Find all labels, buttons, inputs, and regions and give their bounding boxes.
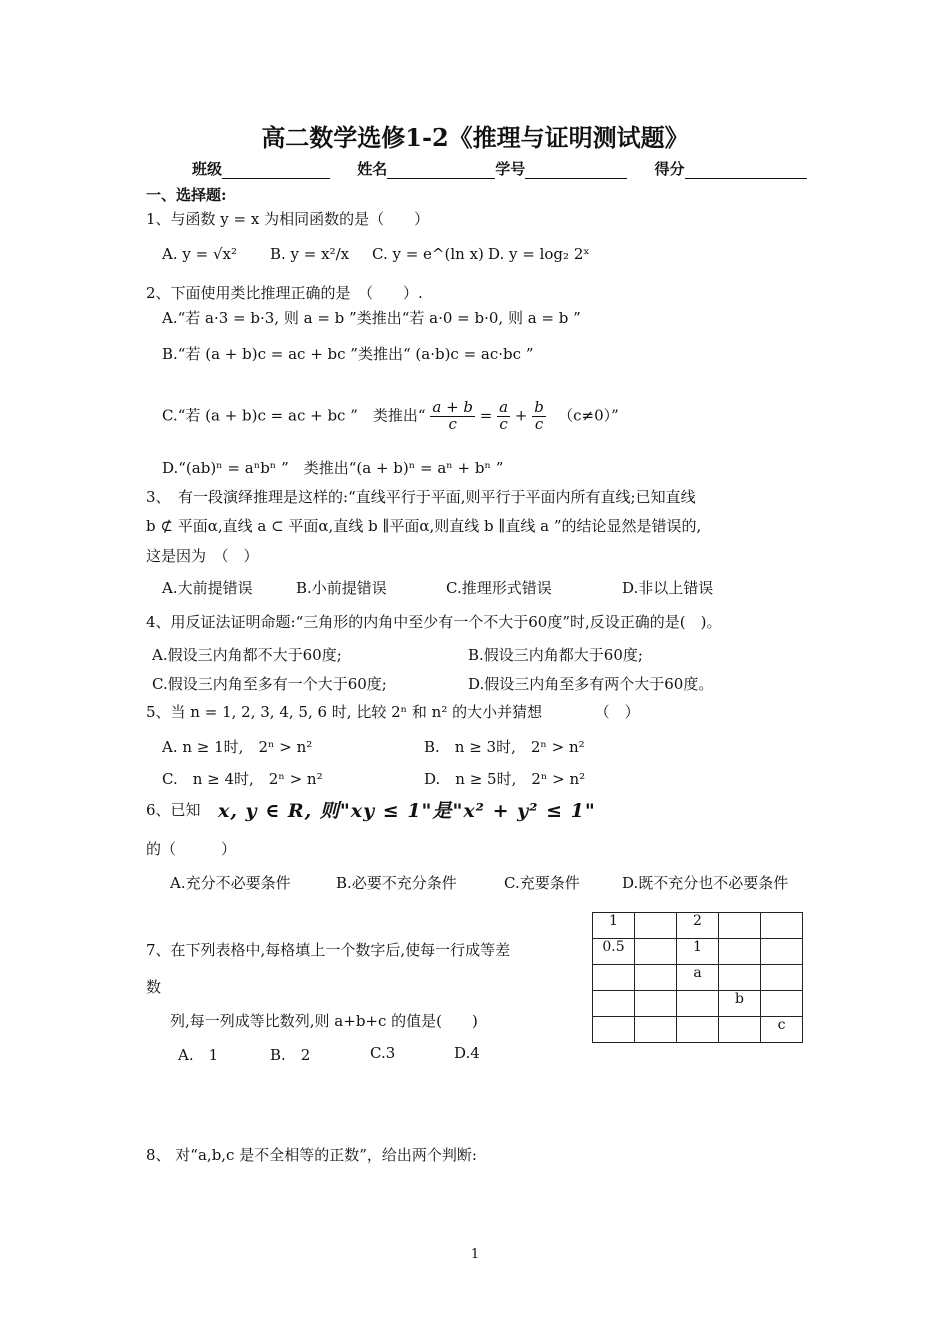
q4-option-a: A.假设三内角都不大于60度; — [152, 646, 342, 664]
q6-option-d: D.既不充分也不必要条件 — [622, 874, 789, 892]
grid-cell — [593, 1017, 635, 1043]
q6-option-b: B.必要不充分条件 — [336, 874, 457, 892]
grid-cell — [593, 991, 635, 1017]
q5-stem: 5、当 n = 1, 2, 3, 4, 5, 6 时, 比较 2ⁿ 和 n² 的大小并猜想 （ ） — [146, 703, 640, 721]
q1-option-a: A. y = √x² — [162, 245, 237, 263]
q2-fraction-b — [532, 400, 546, 433]
q2-option-c-suffix: （c≠0）” — [550, 406, 619, 425]
grid-cell: 1 — [677, 939, 719, 965]
grid-cell — [635, 939, 677, 965]
q2-option-c-prefix: C.“若 (a + b)c = ac + bc ” 类推出“ — [162, 406, 426, 425]
q2-frac-a-den: c — [499, 414, 508, 433]
table-row — [593, 965, 803, 991]
grid-cell — [761, 939, 803, 965]
q5-option-a: A. n ≥ 1时, 2ⁿ > n² — [162, 738, 313, 756]
grid-cell: b — [719, 991, 761, 1017]
q1-option-b: B. y = x²/x — [270, 245, 350, 263]
q3-option-b: B.小前提错误 — [296, 579, 387, 597]
q6-option-a: A.充分不必要条件 — [170, 874, 291, 892]
grid-cell — [635, 991, 677, 1017]
q1-stem: 1、与函数 y = x 为相同函数的是（ ） — [146, 210, 430, 228]
q5-option-b: B. n ≥ 3时, 2ⁿ > n² — [424, 738, 585, 756]
grid-cell — [761, 991, 803, 1017]
q2-fraction-sum — [430, 400, 475, 433]
table-row — [593, 1017, 803, 1043]
q7-option-d: D.4 — [454, 1044, 480, 1062]
grid-cell — [635, 965, 677, 991]
q5-option-d: D. n ≥ 5时, 2ⁿ > n² — [424, 770, 586, 788]
q7-number-grid — [592, 912, 803, 1043]
q4-option-b: B.假设三内角都大于60度; — [468, 646, 643, 664]
grid-cell — [761, 965, 803, 991]
q2-option-b: B.“若 (a + b)c = ac + bc ”类推出“ (a·b)c = ac·bc ” — [162, 345, 534, 363]
grid-cell — [719, 1017, 761, 1043]
q2-frac-a-num: a — [499, 398, 509, 416]
q5-option-c: C. n ≥ 4时, 2ⁿ > n² — [162, 770, 323, 788]
class-blank[interactable] — [222, 164, 330, 179]
q3-line3: 这是因为 （ ） — [146, 547, 259, 565]
q6-tail: 的（ ） — [146, 840, 237, 858]
q2-equals: = — [479, 406, 493, 425]
grid-cell: 0.5 — [593, 939, 635, 965]
name-label: 姓名 — [357, 160, 388, 178]
grid-cell — [719, 913, 761, 939]
q7-line3: 列,每一列成等比数列,则 a+b+c 的值是( ) — [170, 1012, 478, 1030]
q7-option-a: A. 1 — [178, 1046, 219, 1064]
grid-cell — [635, 913, 677, 939]
grid-cell: 2 — [677, 913, 719, 939]
class-label: 班级 — [192, 160, 223, 178]
grid-cell — [761, 913, 803, 939]
q2-frac-denominator: c — [448, 414, 457, 433]
q2-fraction-a — [497, 400, 510, 433]
name-blank[interactable] — [387, 164, 495, 179]
q2-option-d: D.“(ab)ⁿ = aⁿbⁿ ” 类推出“(a + b)ⁿ = aⁿ + bⁿ ” — [162, 459, 504, 477]
q2-plus: + — [514, 406, 528, 425]
grid-cell — [635, 1017, 677, 1043]
q2-stem: 2、下面使用类比推理正确的是 （ ）. — [146, 284, 423, 302]
q2-option-c — [162, 400, 619, 433]
grid-cell — [593, 965, 635, 991]
q1-option-d: D. y = log₂ 2ˣ — [488, 245, 590, 263]
score-blank[interactable] — [685, 164, 807, 179]
q7-option-c: C.3 — [370, 1044, 396, 1062]
page-title: 高二数学选修1-2《推理与证明测试题》 — [261, 123, 689, 152]
grid-cell: 1 — [593, 913, 635, 939]
q3-line1: 3、 有一段演绎推理是这样的:“直线平行于平面,则平行于平面内所有直线;已知直线 — [146, 488, 696, 506]
q7-line1: 7、在下列表格中,每格填上一个数字后,使每一行成等差 — [146, 941, 511, 959]
q3-option-a: A.大前提错误 — [162, 579, 253, 597]
q2-frac-numerator: a + b — [432, 398, 474, 416]
q4-option-d: D.假设三内角至多有两个大于60度。 — [468, 675, 714, 693]
q6-formula: x, y ∈ R, 则"xy ≤ 1"是"x² + y² ≤ 1" — [218, 800, 596, 822]
q3-option-d: D.非以上错误 — [622, 579, 714, 597]
grid-cell: c — [761, 1017, 803, 1043]
q4-stem: 4、用反证法证明命题:“三角形的内角中至少有一个不大于60度”时,反设正确的是( )。 — [146, 613, 722, 631]
student-id-blank[interactable] — [525, 164, 627, 179]
q2-frac-b-den: c — [534, 414, 544, 433]
q7-option-b: B. 2 — [270, 1046, 311, 1064]
q6-option-c: C.充要条件 — [504, 874, 580, 892]
grid-cell — [719, 939, 761, 965]
page-number: 1 — [470, 1247, 480, 1262]
q3-option-c: C.推理形式错误 — [446, 579, 552, 597]
table-row — [593, 913, 803, 939]
q6-stem: 6、已知 — [146, 801, 201, 819]
score-label: 得分 — [654, 160, 685, 178]
grid-cell — [719, 965, 761, 991]
q4-option-c: C.假设三内角至多有一个大于60度; — [152, 675, 387, 693]
q7-line2: 数 — [146, 978, 162, 996]
q2-frac-b-num: b — [534, 398, 544, 416]
q2-option-a: A.“若 a·3 = b·3, 则 a = b ”类推出“若 a·0 = b·0, 则 a = b ” — [162, 309, 581, 327]
q1-option-c: C. y = e^(ln x) — [372, 245, 484, 263]
table-row — [593, 939, 803, 965]
student-id-label: 学号 — [495, 160, 526, 178]
student-info-header — [192, 158, 829, 179]
table-row — [593, 991, 803, 1017]
grid-cell — [677, 1017, 719, 1043]
grid-cell: a — [677, 965, 719, 991]
grid-cell — [677, 991, 719, 1017]
q3-line2: b ⊄ 平面α,直线 a ⊂ 平面α,直线 b ∥平面α,则直线 b ∥直线 a ”的结论显然是错误的, — [146, 517, 702, 535]
section-heading: 一、选择题: — [146, 186, 227, 204]
q8-stem: 8、 对“a,b,c 是不全相等的正数”，给出两个判断: — [146, 1146, 477, 1164]
